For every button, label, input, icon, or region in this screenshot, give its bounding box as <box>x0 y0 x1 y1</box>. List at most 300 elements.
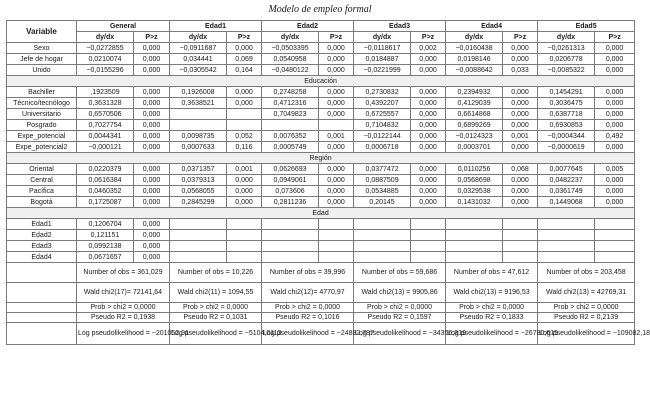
pz-cell: 0,000 <box>134 230 170 241</box>
dydx-cell: 0,1431032 <box>446 197 503 208</box>
dydx-cell: 0,6387718 <box>538 109 595 120</box>
dydx-cell: 0,0534885 <box>354 186 411 197</box>
dydx-cell: 0,121151 <box>77 230 134 241</box>
pz-cell: 0,000 <box>411 98 446 109</box>
dydx-cell: 0,0329538 <box>446 186 503 197</box>
dydx-cell <box>170 120 227 131</box>
table-row <box>7 197 635 208</box>
dydx-cell: 0,0568055 <box>170 186 227 197</box>
pz-cell: 0,492 <box>595 131 635 142</box>
table-caption: Modelo de empleo formal <box>268 4 372 15</box>
pz-cell: 0,000 <box>595 142 635 153</box>
group-header: Edad2 <box>262 21 354 32</box>
pz-cell: 0,000 <box>227 43 262 54</box>
header-row-sub <box>7 32 635 43</box>
pz-cell: 0,000 <box>319 142 354 153</box>
dydx-cell <box>170 230 227 241</box>
dydx-header: dy/dx <box>446 32 503 43</box>
pz-cell: 0,000 <box>227 186 262 197</box>
pz-cell: 0,000 <box>319 54 354 65</box>
stat-cell-prob: Prob > chi2 = 0,0000 <box>262 303 354 313</box>
pz-cell: 0,001 <box>503 131 538 142</box>
dydx-cell: 0,1725087 <box>77 197 134 208</box>
stat-cell-loglik: Log pseudolikelihood = −26780,615 <box>446 323 538 345</box>
dydx-cell: 0,0003701 <box>446 142 503 153</box>
dydx-cell: −0,000121 <box>77 142 134 153</box>
pz-cell: 0,000 <box>411 54 446 65</box>
pz-cell: 0,000 <box>319 65 354 76</box>
pz-cell: 0,001 <box>227 164 262 175</box>
dydx-cell: −0,0503395 <box>262 43 319 54</box>
dydx-cell: 0,2748258 <box>262 87 319 98</box>
dydx-cell: 0,3638521 <box>170 98 227 109</box>
row-label: Pacífica <box>7 186 77 197</box>
pz-cell: 0,033 <box>503 65 538 76</box>
pz-header: P>z <box>595 32 635 43</box>
pz-cell: 0,000 <box>503 175 538 186</box>
dydx-cell: 0,0076352 <box>262 131 319 142</box>
row-label: Unido <box>7 65 77 76</box>
stat-label-empty <box>7 313 77 323</box>
row-label: Oriental <box>7 164 77 175</box>
pz-cell <box>319 252 354 263</box>
table-row <box>7 109 635 120</box>
dydx-cell: 0,0887509 <box>354 175 411 186</box>
stat-cell-nobs: Number of obs = 39,996 <box>262 263 354 283</box>
dydx-cell: 0,4392207 <box>354 98 411 109</box>
dydx-cell <box>262 230 319 241</box>
pz-cell: 0,000 <box>227 197 262 208</box>
pz-cell: 0,000 <box>595 175 635 186</box>
dydx-cell <box>262 219 319 230</box>
stat-cell-loglik: Log pseudolikelihood = −34356,319 <box>354 323 446 345</box>
dydx-cell: 0,0007633 <box>170 142 227 153</box>
dydx-cell: −0,0124323 <box>446 131 503 142</box>
pz-cell: 0,000 <box>134 219 170 230</box>
dydx-cell <box>170 219 227 230</box>
section-label: Región <box>7 153 635 164</box>
pz-cell: 0,000 <box>134 43 170 54</box>
stat-label-empty <box>7 263 77 283</box>
dydx-cell: −0,0480122 <box>262 65 319 76</box>
dydx-cell: 0,2811236 <box>262 197 319 208</box>
stat-label-empty <box>7 283 77 303</box>
dydx-cell <box>262 241 319 252</box>
stat-cell-prob: Prob > chi2 = 0,0000 <box>538 303 635 313</box>
dydx-cell: −0,0305542 <box>170 65 227 76</box>
row-label: Universitario <box>7 109 77 120</box>
dydx-cell: 0,0379313 <box>170 175 227 186</box>
stat-cell-wald: Wald chi2(13) = 9905,86 <box>354 283 446 303</box>
group-header: Edad4 <box>446 21 538 32</box>
stat-cell-pseudo: Pseudo R2 = 0,1031 <box>170 313 262 323</box>
pz-cell: 0,000 <box>134 164 170 175</box>
pz-cell <box>411 230 446 241</box>
pz-cell <box>411 219 446 230</box>
dydx-cell: 0,0005749 <box>262 142 319 153</box>
pz-cell: 0,000 <box>503 109 538 120</box>
dydx-cell: 0,0568698 <box>446 175 503 186</box>
dydx-cell: 0,0206778 <box>538 54 595 65</box>
table-row <box>7 54 635 65</box>
pz-cell <box>595 219 635 230</box>
dydx-cell: 0,4712316 <box>262 98 319 109</box>
pz-cell: 0,000 <box>134 87 170 98</box>
dydx-cell: −0,0221999 <box>354 65 411 76</box>
pz-cell: 0,000 <box>319 43 354 54</box>
table-row <box>7 175 635 186</box>
table-row <box>7 241 635 252</box>
pz-header: P>z <box>503 32 538 43</box>
pz-cell: 0,000 <box>134 131 170 142</box>
table-row <box>7 186 635 197</box>
dydx-cell: 0,034441 <box>170 54 227 65</box>
pz-cell: 0,000 <box>319 175 354 186</box>
pz-cell: 0,000 <box>595 109 635 120</box>
row-label: Central <box>7 175 77 186</box>
stat-cell-pseudo: Pseudo R2 = 0,1016 <box>262 313 354 323</box>
dydx-cell: 0,0616384 <box>77 175 134 186</box>
pz-cell: 0,000 <box>595 186 635 197</box>
stat-cell-wald: Wald chi2(13) = 9196,53 <box>446 283 538 303</box>
pz-cell: 0,000 <box>595 98 635 109</box>
dydx-cell: 0,0098735 <box>170 131 227 142</box>
pz-cell: 0,000 <box>319 164 354 175</box>
stat-cell-prob: Prob > chi2 = 0,0000 <box>446 303 538 313</box>
pz-cell <box>227 252 262 263</box>
group-header: Edad1 <box>170 21 262 32</box>
stat-cell-prob: Prob > chi2 = 0,0000 <box>170 303 262 313</box>
stat-row-loglik <box>7 323 635 345</box>
pz-cell: 0,000 <box>595 54 635 65</box>
pz-cell: 0,000 <box>595 197 635 208</box>
stat-cell-pseudo: Pseudo R2 = 0,1833 <box>446 313 538 323</box>
pz-cell: 0,000 <box>503 120 538 131</box>
dydx-cell: 0,7049823 <box>262 109 319 120</box>
stat-label-empty <box>7 303 77 313</box>
header-row-groups <box>7 21 635 32</box>
stat-row-prob <box>7 303 635 313</box>
table-row <box>7 131 635 142</box>
pz-cell: 0,000 <box>134 54 170 65</box>
dydx-cell <box>262 252 319 263</box>
group-header: General <box>77 21 170 32</box>
stat-cell-wald: Wald chi2(12)= 4770,97 <box>262 283 354 303</box>
dydx-cell: 0,1449068 <box>538 197 595 208</box>
dydx-header: dy/dx <box>262 32 319 43</box>
dydx-cell: −0,0118617 <box>354 43 411 54</box>
dydx-cell: 0,20145 <box>354 197 411 208</box>
dydx-cell: 0,0540958 <box>262 54 319 65</box>
stat-label-empty <box>7 323 77 345</box>
pz-cell <box>503 252 538 263</box>
pz-cell <box>227 109 262 120</box>
pz-cell: 0,000 <box>503 197 538 208</box>
dydx-cell: 0,0949061 <box>262 175 319 186</box>
pz-cell: 0,000 <box>595 120 635 131</box>
section-label: Edad <box>7 208 635 219</box>
table-row <box>7 87 635 98</box>
stat-cell-pseudo: Pseudo R2 = 0,1597 <box>354 313 446 323</box>
dydx-cell: 0,0006718 <box>354 142 411 153</box>
pz-cell <box>319 230 354 241</box>
pz-cell: 0,000 <box>411 175 446 186</box>
pz-cell <box>503 219 538 230</box>
dydx-cell: 0,0361749 <box>538 186 595 197</box>
dydx-cell <box>354 230 411 241</box>
row-label: Edad1 <box>7 219 77 230</box>
table-row <box>7 219 635 230</box>
pz-cell: 0,164 <box>227 65 262 76</box>
dydx-cell: 0,7104832 <box>354 120 411 131</box>
section-row <box>7 208 635 219</box>
pz-cell: 0,000 <box>134 142 170 153</box>
dydx-header: dy/dx <box>354 32 411 43</box>
pz-cell: 0,000 <box>411 65 446 76</box>
row-label: Bogotá <box>7 197 77 208</box>
pz-cell <box>227 241 262 252</box>
stat-cell-prob: Prob > chi2 = 0,0000 <box>354 303 446 313</box>
pz-cell: 0,005 <box>595 164 635 175</box>
table-row <box>7 65 635 76</box>
pz-cell: 0,000 <box>227 98 262 109</box>
dydx-cell: −0,0004344 <box>538 131 595 142</box>
dydx-cell <box>538 219 595 230</box>
dydx-cell <box>354 241 411 252</box>
dydx-cell: 0,3036475 <box>538 98 595 109</box>
stat-cell-nobs: Number of obs = 47,612 <box>446 263 538 283</box>
pz-cell: 0,000 <box>411 120 446 131</box>
pz-cell: 0,000 <box>134 120 170 131</box>
dydx-cell: −0,0155296 <box>77 65 134 76</box>
pz-header: P>z <box>227 32 262 43</box>
table-row <box>7 230 635 241</box>
dydx-cell <box>538 252 595 263</box>
stat-row-pseudo <box>7 313 635 323</box>
row-label: Técnico/tecnólogo <box>7 98 77 109</box>
dydx-cell: 0,0377472 <box>354 164 411 175</box>
row-label: Edad2 <box>7 230 77 241</box>
pz-cell <box>503 241 538 252</box>
stat-row-wald <box>7 283 635 303</box>
pz-cell <box>227 230 262 241</box>
row-label: Jefe de hogar <box>7 54 77 65</box>
pz-header: P>z <box>134 32 170 43</box>
pz-cell: 0,000 <box>319 98 354 109</box>
pz-cell <box>595 241 635 252</box>
pz-cell: 0,000 <box>503 54 538 65</box>
pz-cell: 0,000 <box>134 197 170 208</box>
stat-cell-prob: Prob > chi2 = 0,0000 <box>77 303 170 313</box>
stat-cell-nobs: Number of obs = 10,226 <box>170 263 262 283</box>
pz-cell <box>319 120 354 131</box>
pz-cell <box>595 252 635 263</box>
stat-cell-nobs: Number of obs = 361,029 <box>77 263 170 283</box>
dydx-cell: 0,0220379 <box>77 164 134 175</box>
dydx-cell: 0,6570506 <box>77 109 134 120</box>
pz-cell: 0,000 <box>134 252 170 263</box>
table-row <box>7 120 635 131</box>
dydx-cell <box>446 252 503 263</box>
stat-cell-loglik: Log pseudolikelihood = −109082,18 <box>538 323 635 345</box>
pz-cell: 0,000 <box>134 65 170 76</box>
dydx-cell: 0,1206704 <box>77 219 134 230</box>
stat-cell-wald: Wald chi2(17)= 72141,64 <box>77 283 170 303</box>
dydx-header: dy/dx <box>77 32 134 43</box>
dydx-cell <box>170 241 227 252</box>
dydx-cell: −0,0272855 <box>77 43 134 54</box>
pz-cell: 0,000 <box>411 164 446 175</box>
dydx-cell <box>446 219 503 230</box>
pz-cell <box>227 219 262 230</box>
dydx-header: dy/dx <box>170 32 227 43</box>
dydx-cell: 0,6614868 <box>446 109 503 120</box>
table-row <box>7 252 635 263</box>
dydx-cell <box>446 241 503 252</box>
pz-cell: 0,000 <box>595 65 635 76</box>
pz-cell: 0,069 <box>227 54 262 65</box>
dydx-cell: 0,0460352 <box>77 186 134 197</box>
dydx-cell: 0,1926008 <box>170 87 227 98</box>
stat-cell-loglik: Log pseudolikelihood = −201052,91 <box>77 323 170 345</box>
pz-cell: 0,000 <box>411 109 446 120</box>
dydx-cell: 0,2845299 <box>170 197 227 208</box>
pz-cell: 0,116 <box>227 142 262 153</box>
row-label: Sexo <box>7 43 77 54</box>
pz-cell: 0,000 <box>134 241 170 252</box>
row-label: Expe_potencial <box>7 131 77 142</box>
pz-cell <box>319 219 354 230</box>
dydx-cell: 0,0077645 <box>538 164 595 175</box>
pz-cell: 0,000 <box>134 175 170 186</box>
dydx-cell: 0,7027754 <box>77 120 134 131</box>
stat-cell-loglik: Log pseudolikelihood = −5104,0113 <box>170 323 262 345</box>
pz-cell: 0,000 <box>595 43 635 54</box>
pz-cell: 0,000 <box>503 87 538 98</box>
pz-cell: 0,000 <box>411 197 446 208</box>
dydx-cell: 0,0992138 <box>77 241 134 252</box>
dydx-cell <box>262 120 319 131</box>
dydx-cell: 0,3631328 <box>77 98 134 109</box>
dydx-cell <box>354 252 411 263</box>
stat-row-nobs <box>7 263 635 283</box>
pz-cell: 0,000 <box>411 131 446 142</box>
dydx-cell: −0,0160438 <box>446 43 503 54</box>
pz-cell: 0,000 <box>134 109 170 120</box>
group-header: Edad5 <box>538 21 635 32</box>
variable-header: Variable <box>7 21 77 43</box>
pz-cell: 0,000 <box>319 197 354 208</box>
pz-cell: 0,000 <box>503 98 538 109</box>
pz-cell: 0,000 <box>227 175 262 186</box>
dydx-cell: 0,0626693 <box>262 164 319 175</box>
pz-cell: 0,068 <box>503 164 538 175</box>
dydx-cell <box>446 230 503 241</box>
section-label: Educación <box>7 76 635 87</box>
dydx-cell: −0,0261313 <box>538 43 595 54</box>
pz-cell: 0,001 <box>319 131 354 142</box>
dydx-cell: 0,0184887 <box>354 54 411 65</box>
group-header: Edad3 <box>354 21 446 32</box>
dydx-cell: 0,0110256 <box>446 164 503 175</box>
pz-cell: 0,000 <box>134 186 170 197</box>
pz-cell: 0,000 <box>227 87 262 98</box>
pz-cell <box>411 252 446 263</box>
dydx-cell: 0,6899269 <box>446 120 503 131</box>
pz-cell <box>411 241 446 252</box>
pz-cell <box>503 230 538 241</box>
row-label: Bachiller <box>7 87 77 98</box>
pz-cell <box>319 241 354 252</box>
dydx-cell: −0,0000619 <box>538 142 595 153</box>
table-row <box>7 142 635 153</box>
row-label: Edad3 <box>7 241 77 252</box>
pz-cell <box>227 120 262 131</box>
dydx-cell <box>170 252 227 263</box>
dydx-cell: 0,1454291 <box>538 87 595 98</box>
dydx-cell: ,1923509 <box>77 87 134 98</box>
pz-cell: 0,000 <box>319 87 354 98</box>
pz-header: P>z <box>411 32 446 43</box>
table-row <box>7 164 635 175</box>
dydx-cell: 0,6725557 <box>354 109 411 120</box>
stat-cell-nobs: Number of obs = 203,458 <box>538 263 635 283</box>
stat-cell-wald: Wald chi2(11) = 1094,55 <box>170 283 262 303</box>
dydx-cell: −0,0911687 <box>170 43 227 54</box>
row-label: Posgrado <box>7 120 77 131</box>
pz-cell: 0,000 <box>411 142 446 153</box>
dydx-cell <box>538 230 595 241</box>
pz-cell: 0,052 <box>227 131 262 142</box>
dydx-cell <box>170 109 227 120</box>
stat-cell-pseudo: Pseudo R2 = 0,2139 <box>538 313 635 323</box>
dydx-cell: 0,073606 <box>262 186 319 197</box>
table-row <box>7 98 635 109</box>
dydx-cell: 0,0482237 <box>538 175 595 186</box>
pz-cell: 0,000 <box>503 186 538 197</box>
dydx-cell: 0,6930853 <box>538 120 595 131</box>
dydx-cell <box>538 241 595 252</box>
stat-cell-loglik: Log pseudolikelihood = −24882,787 <box>262 323 354 345</box>
pz-cell: 0,000 <box>503 43 538 54</box>
row-label: Edad4 <box>7 252 77 263</box>
dydx-cell: 0,0198146 <box>446 54 503 65</box>
stat-cell-wald: Wald chi2(13) = 42769,31 <box>538 283 635 303</box>
dydx-cell: 0,0671657 <box>77 252 134 263</box>
stat-cell-pseudo: Pseudo R2 = 0,1938 <box>77 313 170 323</box>
dydx-cell: 0,0044341 <box>77 131 134 142</box>
pz-cell: 0,000 <box>595 87 635 98</box>
pz-cell: 0,002 <box>411 43 446 54</box>
dydx-cell: −0,0085322 <box>538 65 595 76</box>
table-row <box>7 43 635 54</box>
pz-cell: 0,000 <box>319 186 354 197</box>
pz-cell: 0,000 <box>411 87 446 98</box>
pz-cell <box>595 230 635 241</box>
section-row <box>7 153 635 164</box>
dydx-cell: 0,4129039 <box>446 98 503 109</box>
dydx-cell: 0,0210074 <box>77 54 134 65</box>
dydx-cell <box>354 219 411 230</box>
stat-cell-nobs: Number of obs = 59,686 <box>354 263 446 283</box>
dydx-cell: 0,2730832 <box>354 87 411 98</box>
pz-header: P>z <box>319 32 354 43</box>
dydx-cell: −0,0122144 <box>354 131 411 142</box>
regression-table <box>6 20 650 345</box>
pz-cell: 0,000 <box>411 186 446 197</box>
pz-cell: 0,000 <box>134 98 170 109</box>
pz-cell: 0,000 <box>503 142 538 153</box>
